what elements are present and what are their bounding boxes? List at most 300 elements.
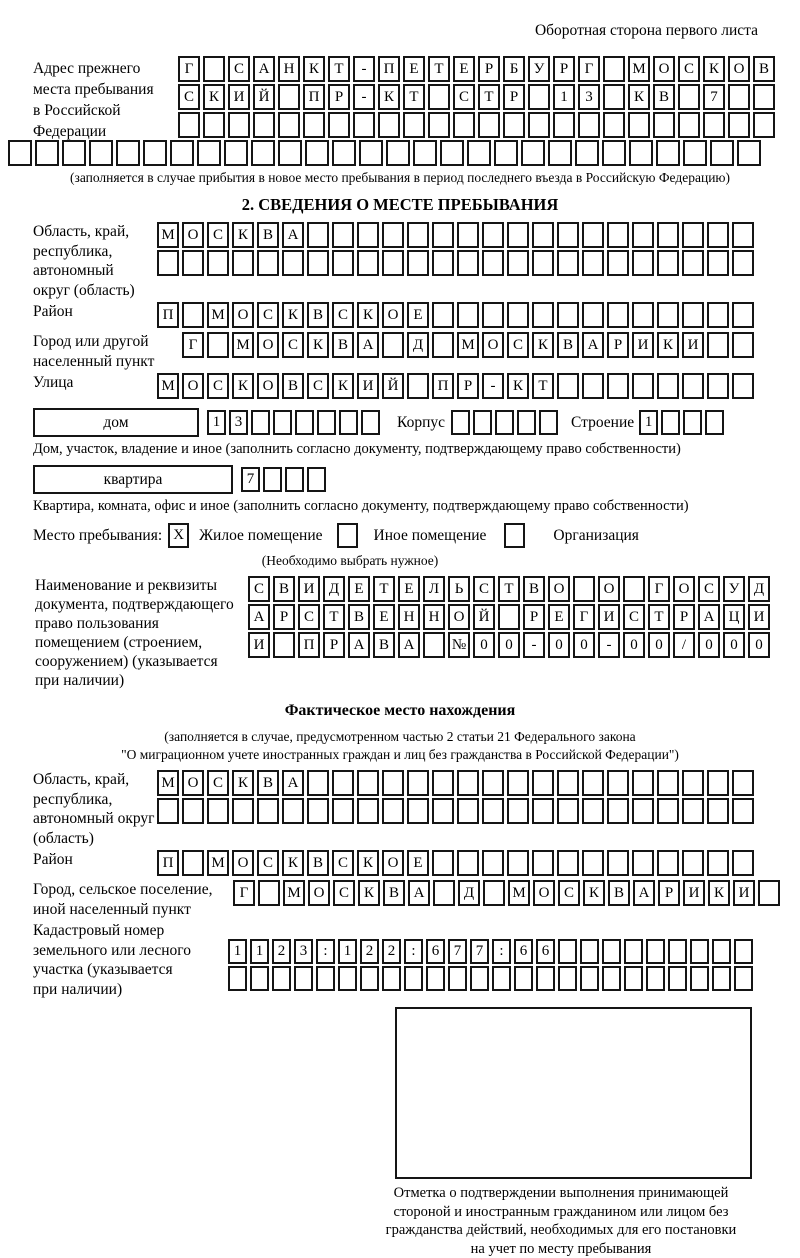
char-cell[interactable] (116, 140, 140, 166)
char-cell[interactable] (582, 302, 604, 328)
char-cell[interactable] (467, 140, 491, 166)
char-cell[interactable]: О (482, 332, 504, 358)
char-cell[interactable] (607, 250, 629, 276)
char-cell[interactable] (656, 140, 680, 166)
char-cell[interactable] (707, 850, 729, 876)
char-cell[interactable]: А (282, 222, 304, 248)
char-cell[interactable] (228, 112, 250, 138)
char-cell[interactable]: К (232, 222, 254, 248)
char-cell[interactable]: С (507, 332, 529, 358)
char-cell[interactable] (203, 56, 225, 82)
char-cell[interactable] (332, 140, 356, 166)
char-cell[interactable] (253, 112, 275, 138)
char-cell[interactable]: И (632, 332, 654, 358)
char-cell[interactable] (632, 302, 654, 328)
char-cell[interactable]: О (653, 56, 675, 82)
char-cell[interactable] (632, 373, 654, 399)
char-cell[interactable]: Н (423, 604, 445, 630)
char-cell[interactable] (157, 250, 179, 276)
char-cell[interactable] (517, 410, 536, 435)
char-cell[interactable] (305, 140, 329, 166)
char-cell[interactable] (440, 140, 464, 166)
char-cell[interactable] (482, 798, 504, 824)
char-cell[interactable] (257, 250, 279, 276)
char-cell[interactable]: 1 (553, 84, 575, 110)
char-cell[interactable] (332, 770, 354, 796)
char-cell[interactable] (532, 222, 554, 248)
char-cell[interactable]: О (257, 373, 279, 399)
char-cell[interactable] (536, 966, 555, 991)
char-cell[interactable] (521, 140, 545, 166)
char-cell[interactable] (453, 112, 475, 138)
char-cell[interactable]: Е (548, 604, 570, 630)
char-cell[interactable]: О (232, 850, 254, 876)
char-cell[interactable] (668, 939, 687, 964)
char-cell[interactable] (657, 770, 679, 796)
char-cell[interactable] (707, 373, 729, 399)
char-cell[interactable] (707, 798, 729, 824)
char-cell[interactable] (432, 850, 454, 876)
char-cell[interactable] (514, 966, 533, 991)
char-cell[interactable]: А (357, 332, 379, 358)
house-type-box[interactable]: дом (33, 408, 199, 437)
char-cell[interactable] (224, 140, 248, 166)
char-cell[interactable]: О (182, 770, 204, 796)
char-cell[interactable]: Р (478, 56, 500, 82)
char-cell[interactable] (428, 84, 450, 110)
char-cell[interactable]: Е (453, 56, 475, 82)
checkbox-residential[interactable]: X (168, 523, 189, 548)
char-cell[interactable] (170, 140, 194, 166)
char-cell[interactable] (732, 373, 754, 399)
char-cell[interactable]: Ь (448, 576, 470, 602)
char-cell[interactable] (307, 222, 329, 248)
char-cell[interactable] (732, 222, 754, 248)
char-cell[interactable]: В (348, 604, 370, 630)
char-cell[interactable]: Р (503, 84, 525, 110)
char-cell[interactable] (258, 880, 280, 906)
char-cell[interactable] (707, 250, 729, 276)
checkbox-organization[interactable] (504, 523, 525, 548)
char-cell[interactable] (503, 112, 525, 138)
char-cell[interactable]: А (282, 770, 304, 796)
char-cell[interactable] (705, 410, 724, 435)
char-cell[interactable] (470, 966, 489, 991)
char-cell[interactable] (432, 302, 454, 328)
char-cell[interactable] (548, 140, 572, 166)
char-cell[interactable] (678, 84, 700, 110)
char-cell[interactable]: И (733, 880, 755, 906)
char-cell[interactable] (682, 770, 704, 796)
char-cell[interactable]: Г (573, 604, 595, 630)
char-cell[interactable]: М (207, 302, 229, 328)
apartment-type-box[interactable]: квартира (33, 465, 233, 494)
char-cell[interactable] (582, 222, 604, 248)
char-cell[interactable] (478, 112, 500, 138)
char-cell[interactable] (494, 140, 518, 166)
char-cell[interactable] (457, 250, 479, 276)
char-cell[interactable] (657, 850, 679, 876)
char-cell[interactable] (307, 467, 326, 492)
char-cell[interactable] (582, 373, 604, 399)
char-cell[interactable]: О (548, 576, 570, 602)
char-cell[interactable]: - (523, 632, 545, 658)
char-cell[interactable]: У (723, 576, 745, 602)
char-cell[interactable] (737, 140, 761, 166)
char-cell[interactable] (758, 880, 780, 906)
char-cell[interactable] (317, 410, 336, 435)
char-cell[interactable]: 6 (426, 939, 445, 964)
char-cell[interactable] (629, 140, 653, 166)
char-cell[interactable]: : (316, 939, 335, 964)
char-cell[interactable] (632, 250, 654, 276)
char-cell[interactable] (339, 410, 358, 435)
char-cell[interactable] (251, 140, 275, 166)
char-cell[interactable] (157, 798, 179, 824)
char-cell[interactable] (232, 798, 254, 824)
char-cell[interactable]: П (157, 850, 179, 876)
char-cell[interactable]: П (157, 302, 179, 328)
char-cell[interactable] (357, 770, 379, 796)
char-cell[interactable]: В (608, 880, 630, 906)
char-cell[interactable]: Т (498, 576, 520, 602)
char-cell[interactable] (8, 140, 32, 166)
char-cell[interactable] (728, 84, 750, 110)
char-cell[interactable] (457, 850, 479, 876)
char-cell[interactable]: 3 (294, 939, 313, 964)
char-cell[interactable] (753, 112, 775, 138)
char-cell[interactable]: С (678, 56, 700, 82)
char-cell[interactable] (482, 770, 504, 796)
char-cell[interactable]: О (232, 302, 254, 328)
checkbox-other-premises[interactable] (337, 523, 358, 548)
char-cell[interactable] (232, 250, 254, 276)
char-cell[interactable] (307, 250, 329, 276)
char-cell[interactable] (646, 939, 665, 964)
char-cell[interactable] (707, 302, 729, 328)
char-cell[interactable] (316, 966, 335, 991)
char-cell[interactable]: А (398, 632, 420, 658)
char-cell[interactable]: К (657, 332, 679, 358)
char-cell[interactable] (273, 632, 295, 658)
char-cell[interactable] (386, 140, 410, 166)
char-cell[interactable] (403, 112, 425, 138)
char-cell[interactable]: Р (607, 332, 629, 358)
char-cell[interactable] (492, 966, 511, 991)
char-cell[interactable] (482, 302, 504, 328)
char-cell[interactable]: В (257, 222, 279, 248)
char-cell[interactable] (433, 880, 455, 906)
char-cell[interactable]: П (303, 84, 325, 110)
char-cell[interactable]: 0 (548, 632, 570, 658)
char-cell[interactable] (628, 112, 650, 138)
char-cell[interactable]: 0 (573, 632, 595, 658)
char-cell[interactable] (203, 112, 225, 138)
char-cell[interactable] (632, 222, 654, 248)
char-cell[interactable]: Т (428, 56, 450, 82)
char-cell[interactable] (338, 966, 357, 991)
char-cell[interactable]: П (298, 632, 320, 658)
char-cell[interactable]: С (453, 84, 475, 110)
char-cell[interactable]: С (207, 770, 229, 796)
char-cell[interactable]: О (598, 576, 620, 602)
char-cell[interactable]: С (332, 302, 354, 328)
char-cell[interactable]: В (273, 576, 295, 602)
char-cell[interactable] (182, 302, 204, 328)
char-cell[interactable]: / (673, 632, 695, 658)
char-cell[interactable]: : (404, 939, 423, 964)
char-cell[interactable]: К (303, 56, 325, 82)
char-cell[interactable] (557, 850, 579, 876)
char-cell[interactable]: В (373, 632, 395, 658)
char-cell[interactable] (382, 770, 404, 796)
char-cell[interactable] (332, 250, 354, 276)
char-cell[interactable]: А (408, 880, 430, 906)
char-cell[interactable]: С (558, 880, 580, 906)
char-cell[interactable] (657, 222, 679, 248)
char-cell[interactable]: К (232, 770, 254, 796)
char-cell[interactable]: И (598, 604, 620, 630)
char-cell[interactable] (557, 302, 579, 328)
char-cell[interactable] (532, 302, 554, 328)
char-cell[interactable] (580, 939, 599, 964)
char-cell[interactable]: Р (673, 604, 695, 630)
char-cell[interactable] (682, 222, 704, 248)
char-cell[interactable] (295, 410, 314, 435)
char-cell[interactable] (657, 250, 679, 276)
char-cell[interactable] (603, 84, 625, 110)
char-cell[interactable] (407, 222, 429, 248)
char-cell[interactable]: М (157, 373, 179, 399)
char-cell[interactable]: С (257, 850, 279, 876)
char-cell[interactable]: Д (458, 880, 480, 906)
char-cell[interactable] (432, 798, 454, 824)
char-cell[interactable] (360, 966, 379, 991)
char-cell[interactable] (732, 850, 754, 876)
char-cell[interactable] (357, 798, 379, 824)
char-cell[interactable] (482, 850, 504, 876)
char-cell[interactable] (495, 410, 514, 435)
char-cell[interactable]: М (628, 56, 650, 82)
char-cell[interactable]: К (703, 56, 725, 82)
char-cell[interactable] (432, 222, 454, 248)
char-cell[interactable] (682, 798, 704, 824)
char-cell[interactable]: К (332, 373, 354, 399)
char-cell[interactable]: М (157, 222, 179, 248)
char-cell[interactable]: И (683, 880, 705, 906)
char-cell[interactable]: В (282, 373, 304, 399)
char-cell[interactable]: О (533, 880, 555, 906)
char-cell[interactable] (507, 250, 529, 276)
char-cell[interactable] (263, 467, 282, 492)
char-cell[interactable] (382, 332, 404, 358)
char-cell[interactable] (653, 112, 675, 138)
char-cell[interactable]: А (633, 880, 655, 906)
char-cell[interactable]: В (332, 332, 354, 358)
char-cell[interactable]: К (232, 373, 254, 399)
char-cell[interactable]: С (333, 880, 355, 906)
char-cell[interactable] (624, 966, 643, 991)
char-cell[interactable] (532, 250, 554, 276)
char-cell[interactable]: Т (328, 56, 350, 82)
char-cell[interactable]: Е (403, 56, 425, 82)
char-cell[interactable]: Р (323, 632, 345, 658)
char-cell[interactable]: Р (658, 880, 680, 906)
char-cell[interactable]: 6 (514, 939, 533, 964)
char-cell[interactable]: 0 (748, 632, 770, 658)
char-cell[interactable]: - (353, 84, 375, 110)
char-cell[interactable] (557, 250, 579, 276)
char-cell[interactable] (682, 850, 704, 876)
char-cell[interactable] (703, 112, 725, 138)
char-cell[interactable] (413, 140, 437, 166)
char-cell[interactable] (498, 604, 520, 630)
char-cell[interactable]: О (308, 880, 330, 906)
char-cell[interactable] (482, 222, 504, 248)
char-cell[interactable] (632, 798, 654, 824)
char-cell[interactable]: К (357, 850, 379, 876)
char-cell[interactable] (359, 140, 383, 166)
char-cell[interactable]: С (207, 373, 229, 399)
char-cell[interactable]: С (178, 84, 200, 110)
char-cell[interactable] (482, 250, 504, 276)
char-cell[interactable]: С (257, 302, 279, 328)
char-cell[interactable]: С (207, 222, 229, 248)
char-cell[interactable] (602, 939, 621, 964)
char-cell[interactable] (575, 140, 599, 166)
char-cell[interactable] (582, 770, 604, 796)
char-cell[interactable]: О (382, 302, 404, 328)
char-cell[interactable] (578, 112, 600, 138)
char-cell[interactable]: Й (473, 604, 495, 630)
char-cell[interactable]: Г (182, 332, 204, 358)
char-cell[interactable]: О (257, 332, 279, 358)
char-cell[interactable] (657, 373, 679, 399)
char-cell[interactable]: О (182, 222, 204, 248)
char-cell[interactable]: 0 (498, 632, 520, 658)
char-cell[interactable] (734, 966, 753, 991)
char-cell[interactable] (448, 966, 467, 991)
char-cell[interactable] (307, 770, 329, 796)
char-cell[interactable]: - (353, 56, 375, 82)
char-cell[interactable]: В (557, 332, 579, 358)
char-cell[interactable] (558, 966, 577, 991)
char-cell[interactable]: М (232, 332, 254, 358)
char-cell[interactable]: Г (233, 880, 255, 906)
char-cell[interactable] (539, 410, 558, 435)
char-cell[interactable] (282, 250, 304, 276)
char-cell[interactable] (690, 939, 709, 964)
char-cell[interactable]: В (523, 576, 545, 602)
char-cell[interactable] (507, 302, 529, 328)
char-cell[interactable] (682, 302, 704, 328)
char-cell[interactable] (603, 56, 625, 82)
char-cell[interactable] (407, 373, 429, 399)
char-cell[interactable]: О (382, 850, 404, 876)
char-cell[interactable]: К (628, 84, 650, 110)
char-cell[interactable]: Т (648, 604, 670, 630)
char-cell[interactable]: - (598, 632, 620, 658)
char-cell[interactable]: Г (178, 56, 200, 82)
char-cell[interactable]: В (307, 302, 329, 328)
char-cell[interactable] (602, 966, 621, 991)
char-cell[interactable] (707, 770, 729, 796)
char-cell[interactable]: М (157, 770, 179, 796)
char-cell[interactable]: 7 (703, 84, 725, 110)
char-cell[interactable] (207, 250, 229, 276)
char-cell[interactable] (426, 966, 445, 991)
char-cell[interactable]: Т (323, 604, 345, 630)
char-cell[interactable] (707, 332, 729, 358)
char-cell[interactable]: Т (532, 373, 554, 399)
char-cell[interactable]: О (728, 56, 750, 82)
char-cell[interactable]: А (248, 604, 270, 630)
char-cell[interactable]: М (207, 850, 229, 876)
char-cell[interactable]: С (473, 576, 495, 602)
char-cell[interactable] (683, 410, 702, 435)
char-cell[interactable]: Г (648, 576, 670, 602)
char-cell[interactable] (532, 850, 554, 876)
char-cell[interactable]: 3 (578, 84, 600, 110)
char-cell[interactable] (457, 770, 479, 796)
char-cell[interactable] (603, 112, 625, 138)
char-cell[interactable] (678, 112, 700, 138)
char-cell[interactable]: Т (478, 84, 500, 110)
char-cell[interactable]: Н (398, 604, 420, 630)
char-cell[interactable]: Р (328, 84, 350, 110)
char-cell[interactable] (432, 332, 454, 358)
char-cell[interactable]: И (298, 576, 320, 602)
char-cell[interactable] (332, 798, 354, 824)
char-cell[interactable] (307, 798, 329, 824)
char-cell[interactable] (607, 373, 629, 399)
char-cell[interactable] (602, 140, 626, 166)
char-cell[interactable]: В (383, 880, 405, 906)
char-cell[interactable] (646, 966, 665, 991)
char-cell[interactable]: 0 (648, 632, 670, 658)
char-cell[interactable] (732, 250, 754, 276)
char-cell[interactable] (682, 373, 704, 399)
char-cell[interactable] (382, 966, 401, 991)
char-cell[interactable] (528, 112, 550, 138)
char-cell[interactable]: К (307, 332, 329, 358)
char-cell[interactable]: М (508, 880, 530, 906)
char-cell[interactable] (353, 112, 375, 138)
char-cell[interactable] (661, 410, 680, 435)
char-cell[interactable]: В (753, 56, 775, 82)
char-cell[interactable] (272, 966, 291, 991)
char-cell[interactable] (557, 222, 579, 248)
char-cell[interactable]: 2 (360, 939, 379, 964)
char-cell[interactable]: К (282, 302, 304, 328)
char-cell[interactable]: С (248, 576, 270, 602)
char-cell[interactable]: 6 (536, 939, 555, 964)
char-cell[interactable]: Р (553, 56, 575, 82)
char-cell[interactable]: 7 (241, 467, 260, 492)
char-cell[interactable]: 0 (623, 632, 645, 658)
char-cell[interactable] (624, 939, 643, 964)
char-cell[interactable] (457, 798, 479, 824)
char-cell[interactable]: К (507, 373, 529, 399)
char-cell[interactable]: 0 (473, 632, 495, 658)
char-cell[interactable]: О (182, 373, 204, 399)
char-cell[interactable]: А (582, 332, 604, 358)
char-cell[interactable] (573, 576, 595, 602)
char-cell[interactable]: 1 (207, 410, 226, 435)
char-cell[interactable] (507, 222, 529, 248)
char-cell[interactable]: М (283, 880, 305, 906)
char-cell[interactable] (668, 966, 687, 991)
